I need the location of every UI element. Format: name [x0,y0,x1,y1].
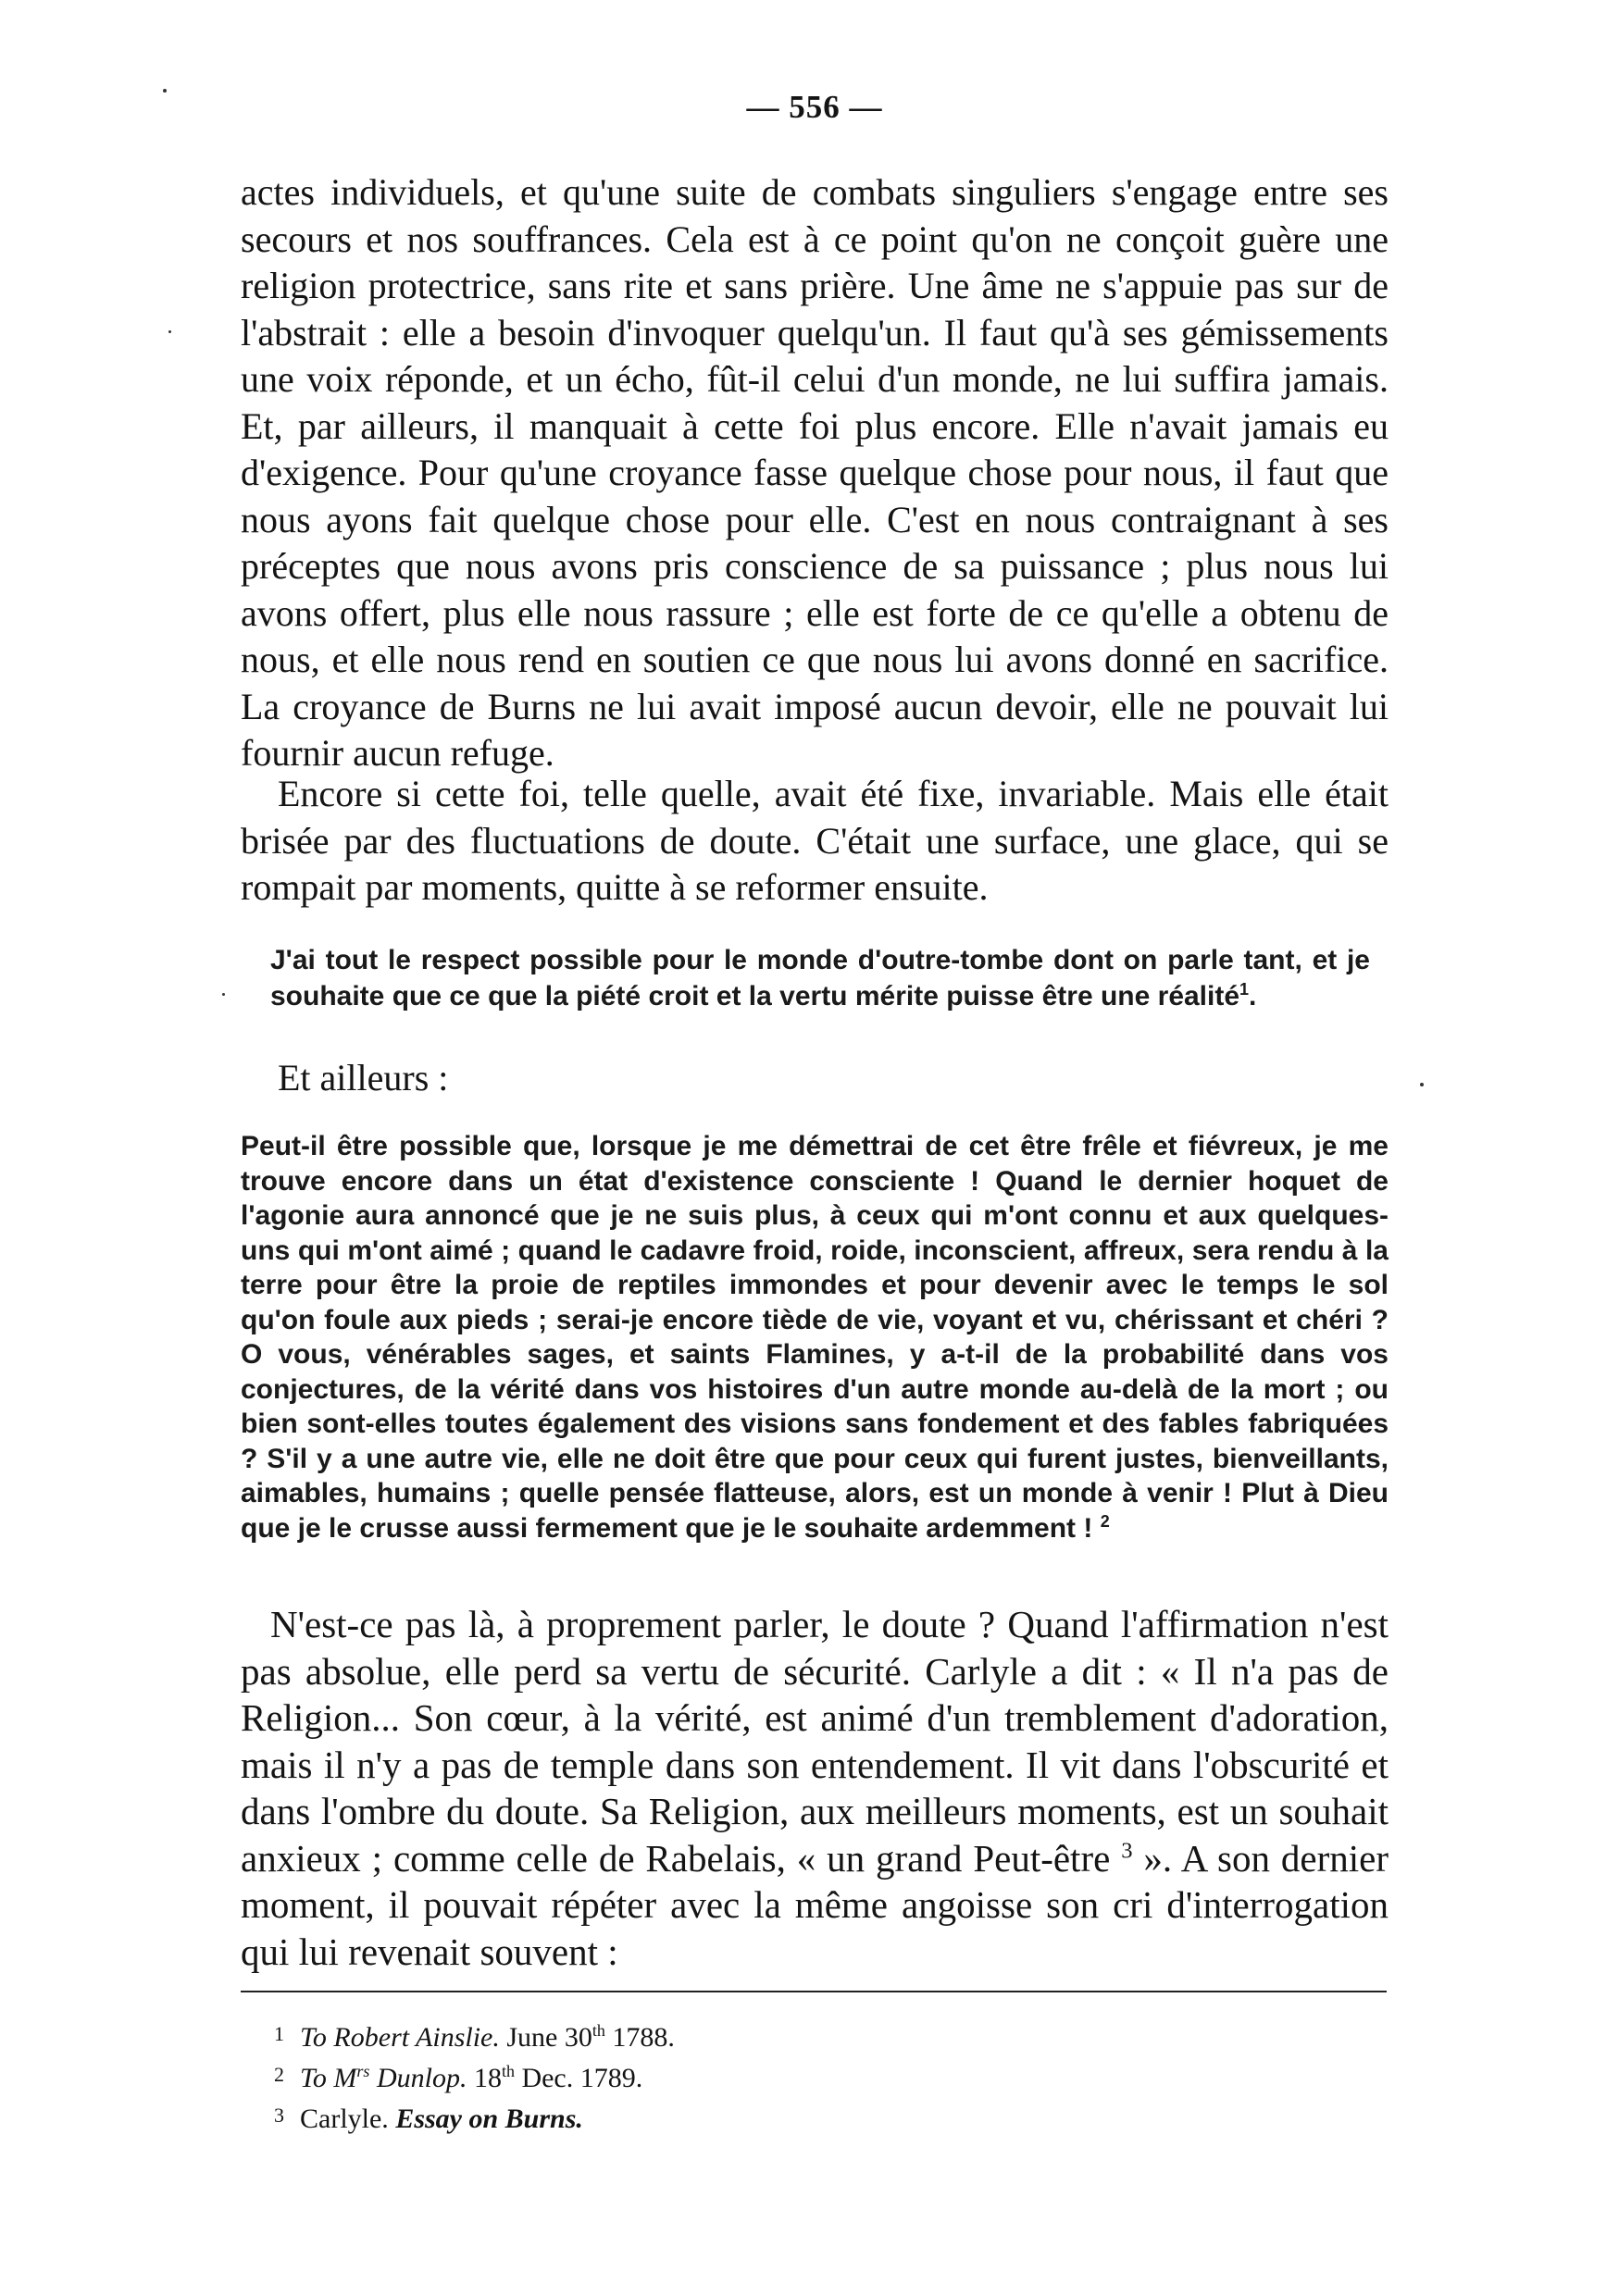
paragraph-3-text-b: ». A son dernier moment, il pouvait répéter avec la même angoisse son cri d'interrogation qui lui revenait souvent : [241,1836,1389,1973]
footnote-ref-3: 3 [1121,1837,1133,1863]
quotation-2 [241,1129,1389,1545]
footnote-title-name: Dunlop. [369,2063,467,2093]
page-number: — 556 — [746,89,883,125]
footnote-3 [274,2097,1366,2138]
footnotes [274,2016,1366,2138]
quotation-2-text: Peut-il être possible que, lorsque je me démettrai de cet être frêle et fiévreux, je me trouve encore dans un état d'existence consciente ! Quand le dernier hoquet de l'agonie aura annoncé que je ne suis plus, à ceux qui m'ont connu et aux quelques-uns qui m'ont aimé ; quand le cadavre froid, roide, inconscient, affreux, sera rendu à la terre pour être la proie de reptiles immondes et pour devenir avec le temps le sol qu'on foule aux pieds ; serai-je encore tiède de vie, voyant et vu, chérissant et chéri ? O vous, vénérables sages, et saints Flamines, y a-t-il de la probabilité dans vos conjectures, de la vérité dans vos histoires d'un autre monde au-delà de la mort ; ou bien sont-elles toutes également des visions sans fondement et des fables fabriquées ? S'il y a une autre vie, elle ne doit être que pour ceux qui furent justes, bienveillants, aimables, humains ; quelle pensée flatteuse, alors, est un monde à venir ! Plut à Dieu que je le crusse aussi fermement que je le souhaite ardemment ! [241,1131,1389,1544]
footnote-ref-2: 2 [1100,1511,1110,1531]
paragraph-3-text-a: N'est-ce pas là, à proprement parler, le doute ? Quand l'affirmation n'est pas absolue, elle perd sa vertu de sécurité. Carlyle a dit : « Il n'a pas de Religion... Son cœur, à la vérité, est animé d'un tremblement d'adoration, mais il n'y a pas de temple dans son entendement. Il vit dans l'obscurité et dans l'ombre du doute. Sa Religion, aux meilleurs moments, est un souhait anxieux ; comme celle de Rabelais, « un grand Peut-être [241,1603,1389,1880]
footnote-author: Carlyle. [300,2104,396,2134]
footnote-divider [241,1991,1387,1992]
footnote-ref-1: 1 [1239,980,1250,999]
quotation-1: J'ai tout le respect possible pour le monde d'outre-tombe dont on parle tant, et je souhaite que ce que la piété croit et la vertu mérite puisse être une réalité$^1$. [270,945,1370,1011]
paragraph-3 [241,1601,1389,1975]
footnote-title: To Robert Ainslie. [300,2022,500,2053]
footnote-date-suffix: th [501,2062,515,2080]
footnote-mark: 2 [274,2063,284,2086]
paragraph-2: Encore si cette foi, telle quelle, avait été fixe, invariable. Mais elle était brisée par des fluctuations de doute. C'était une surface, une glace, qui se rompait par moments, quitte à se reformer ensuite. [241,773,1389,908]
footnote-date: June 30 [499,2022,592,2053]
scan-speck [222,993,225,996]
scan-speck [163,89,167,93]
footnote-1 [274,2016,1366,2056]
book-page [241,0,1389,2296]
footnote-date: 18 [467,2063,502,2093]
quotation-1-text: J'ai tout le respect possible pour le monde d'outre-tombe dont on parle tant, et je souhaite que ce que la piété croit et la vertu mérite puisse être une réalité [270,945,1370,1011]
paragraph-1: actes individuels, et qu'une suite de combats singuliers s'engage entre ses secours et nos souffrances. Cela est à ce point qu'on ne conçoit guère une religion protectrice, sans rite et sans prière. Une âme ne s'appuie pas sur de l'abstrait : elle a besoin d'invoquer quelqu'un. Il faut qu'à ses gémissements une voix réponde, et un écho, fût-il celui d'un monde, ne lui suffira jamais. Et, par ailleurs, il manquait à cette foi plus encore. Elle n'avait jamais eu d'exigence. Pour qu'une croyance fasse quelque chose pour nous, il faut que nous ayons fait quelque chose pour elle. C'est en nous contraignant à ses préceptes que nous avons pris conscience de sa puissance ; plus nous lui avons offert, plus elle nous rassure ; elle est forte de ce qu'elle a obtenu de nous, et elle nous rend en soutien ce que nous lui avons donné en sacrifice. La croyance de Burns ne lui avait imposé aucun devoir, elle ne pouvait lui fournir aucun refuge. [241,171,1389,774]
footnote-title-suffix: rs [356,2062,370,2080]
footnote-year: Dec. 1789. [514,2063,643,2093]
footnote-title: To M [300,2063,357,2093]
footnote-year: 1788. [604,2022,675,2053]
footnote-mark: 3 [274,2104,284,2127]
footnote-date-suffix: th [592,2021,605,2040]
footnote-title: Essay on Burns. [395,2104,583,2134]
footnote-2 [274,2056,1366,2097]
scan-speck [168,330,171,333]
transition-line: Et ailleurs : [278,1057,449,1098]
footnote-mark: 1 [274,2022,284,2045]
scan-speck [1420,1083,1424,1086]
